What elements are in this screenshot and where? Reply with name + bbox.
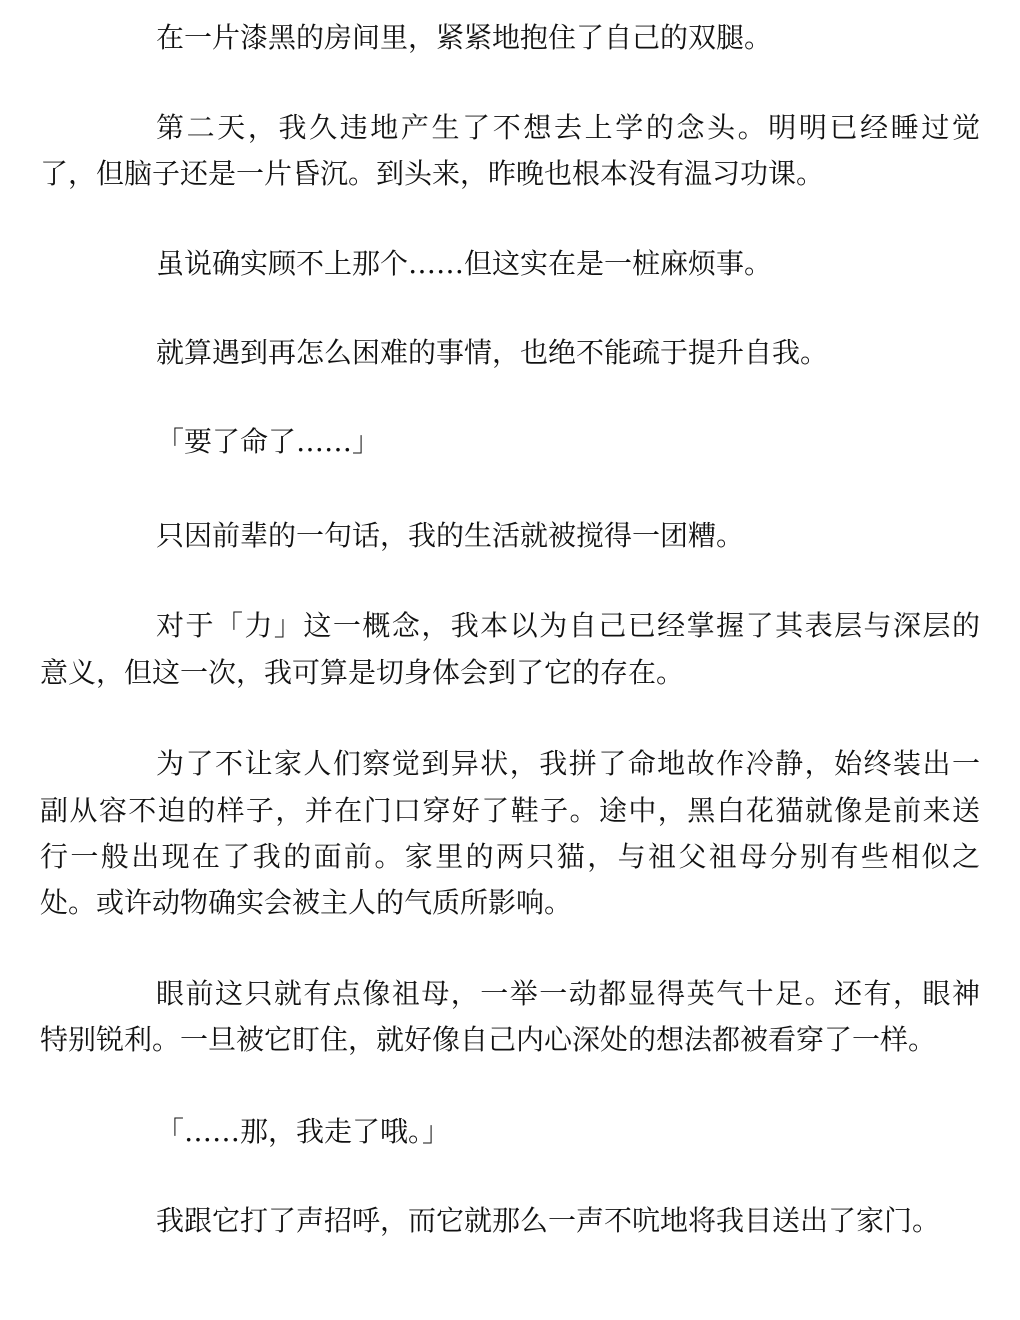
text-line: 意义，但这一次，我可算是切身体会到了它的存在。 (40, 656, 685, 689)
text-line: 眼前这只就有点像祖母，一举一动都显得英气十足。还有，眼神 (156, 977, 980, 1010)
text-line: 处。或许动物确实会被主人的气质所影响。 (40, 886, 573, 919)
text-line: 特别锐利。一旦被它盯住，就好像自己内心深处的想法都被看穿了一样。 (40, 1023, 937, 1056)
text-line: 在一片漆黑的房间里，紧紧地抱住了自己的双腿。 (156, 21, 773, 54)
text-line: 副从容不迫的样子，并在门口穿好了鞋子。途中，黑白花猫就像是前来送 (40, 794, 980, 827)
text-line: 了，但脑子还是一片昏沉。到头来，昨晚也根本没有温习功课。 (40, 157, 825, 190)
text-line: 第二天，我久违地产生了不想去上学的念头。明明已经睡过觉 (156, 111, 980, 144)
text-line: 「要了命了……」 (156, 425, 381, 458)
text-line: 为了不让家人们察觉到异状，我拼了命地故作冷静，始终装出一 (156, 747, 980, 780)
text-line: 对于「力」这一概念，我本以为自己已经掌握了其表层与深层的 (156, 609, 980, 642)
text-line: 虽说确实顾不上那个……但这实在是一桩麻烦事。 (156, 247, 773, 280)
text-line: 就算遇到再怎么困难的事情，也绝不能疏于提升自我。 (156, 336, 829, 369)
text-line: 只因前辈的一句话，我的生活就被搅得一团糟。 (156, 519, 745, 552)
text-line: 我跟它打了声招呼，而它就那么一声不吭地将我目送出了家门。 (156, 1204, 941, 1237)
text-line: 行一般出现在了我的面前。家里的两只猫，与祖父祖母分别有些相似之 (40, 840, 980, 873)
text-line: 「……那，我走了哦。」 (156, 1115, 451, 1148)
